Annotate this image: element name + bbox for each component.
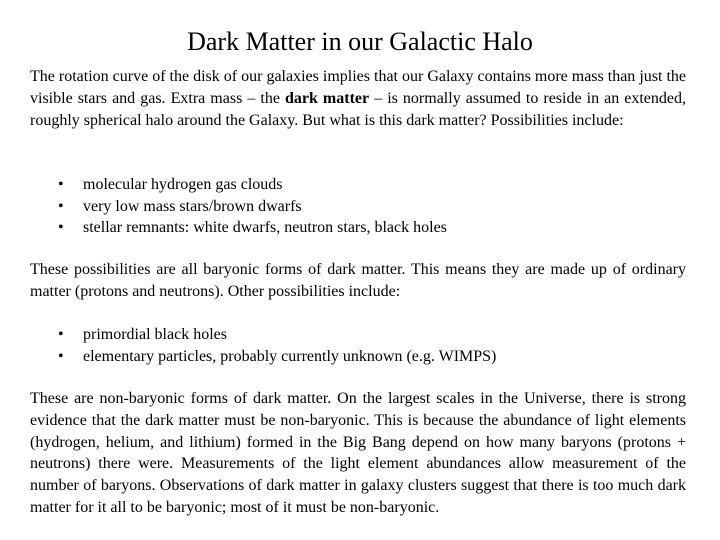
list-item <box>58 217 447 239</box>
baryonic-paragraph: These possibilities are all baryonic forms of dark matter. This means they are made up of ordinary matter (protons and neutrons). Other possibilities include: <box>30 261 686 300</box>
intro-text-start: The rotation curve of the disk of our galaxies implies that our Galaxy contains more mass than just the visible stars and gas. Extra mass – the <box>30 68 686 107</box>
list-item <box>58 346 496 368</box>
bullet-icon: • <box>58 176 64 193</box>
list-item <box>58 196 447 218</box>
bullet-icon: • <box>58 219 64 236</box>
list-item <box>58 324 496 346</box>
list-item-text: molecular hydrogen gas clouds <box>83 176 283 193</box>
bullet-icon: • <box>58 197 64 215</box>
slide-title: Dark Matter in our Galactic Halo <box>187 27 533 56</box>
list-item-text: primordial black holes <box>83 326 227 343</box>
list-item <box>58 174 447 196</box>
intro-paragraph <box>30 66 686 131</box>
nonbaryonic-possibilities-list <box>58 324 496 367</box>
bullet-icon: • <box>58 347 64 365</box>
conclusion-paragraph: These are non-baryonic forms of dark matter. On the largest scales in the Universe, there is strong evidence that the dark matter must be non-baryonic. This is because the abundance of light elements (hydrogen, helium, and lithium) formed in the Big Bang depend on how many baryons (protons + neutrons) there were. Measurements of the light element abundances allow measurement of the number of baryons. Observations of dark matter in galaxy clusters suggest that there is too much dark matter for it all to be baryonic; most of it must be non-baryonic. <box>30 390 686 516</box>
list-item-text: very low mass stars/brown dwarfs <box>83 197 302 215</box>
list-item-text: stellar remnants: white dwarfs, neutron stars, black holes <box>83 219 447 236</box>
list-item-text: elementary particles, probably currently unknown (e.g. WIMPS) <box>83 347 497 365</box>
dark-matter-term: dark matter <box>284 89 370 107</box>
bullet-icon: • <box>58 326 64 343</box>
baryonic-possibilities-list <box>58 174 447 239</box>
intro-text-end: – is normally assumed to reside in an extended, roughly spherical halo around the Galaxy. But what is this dark matter? Possibilities include: <box>30 89 687 129</box>
